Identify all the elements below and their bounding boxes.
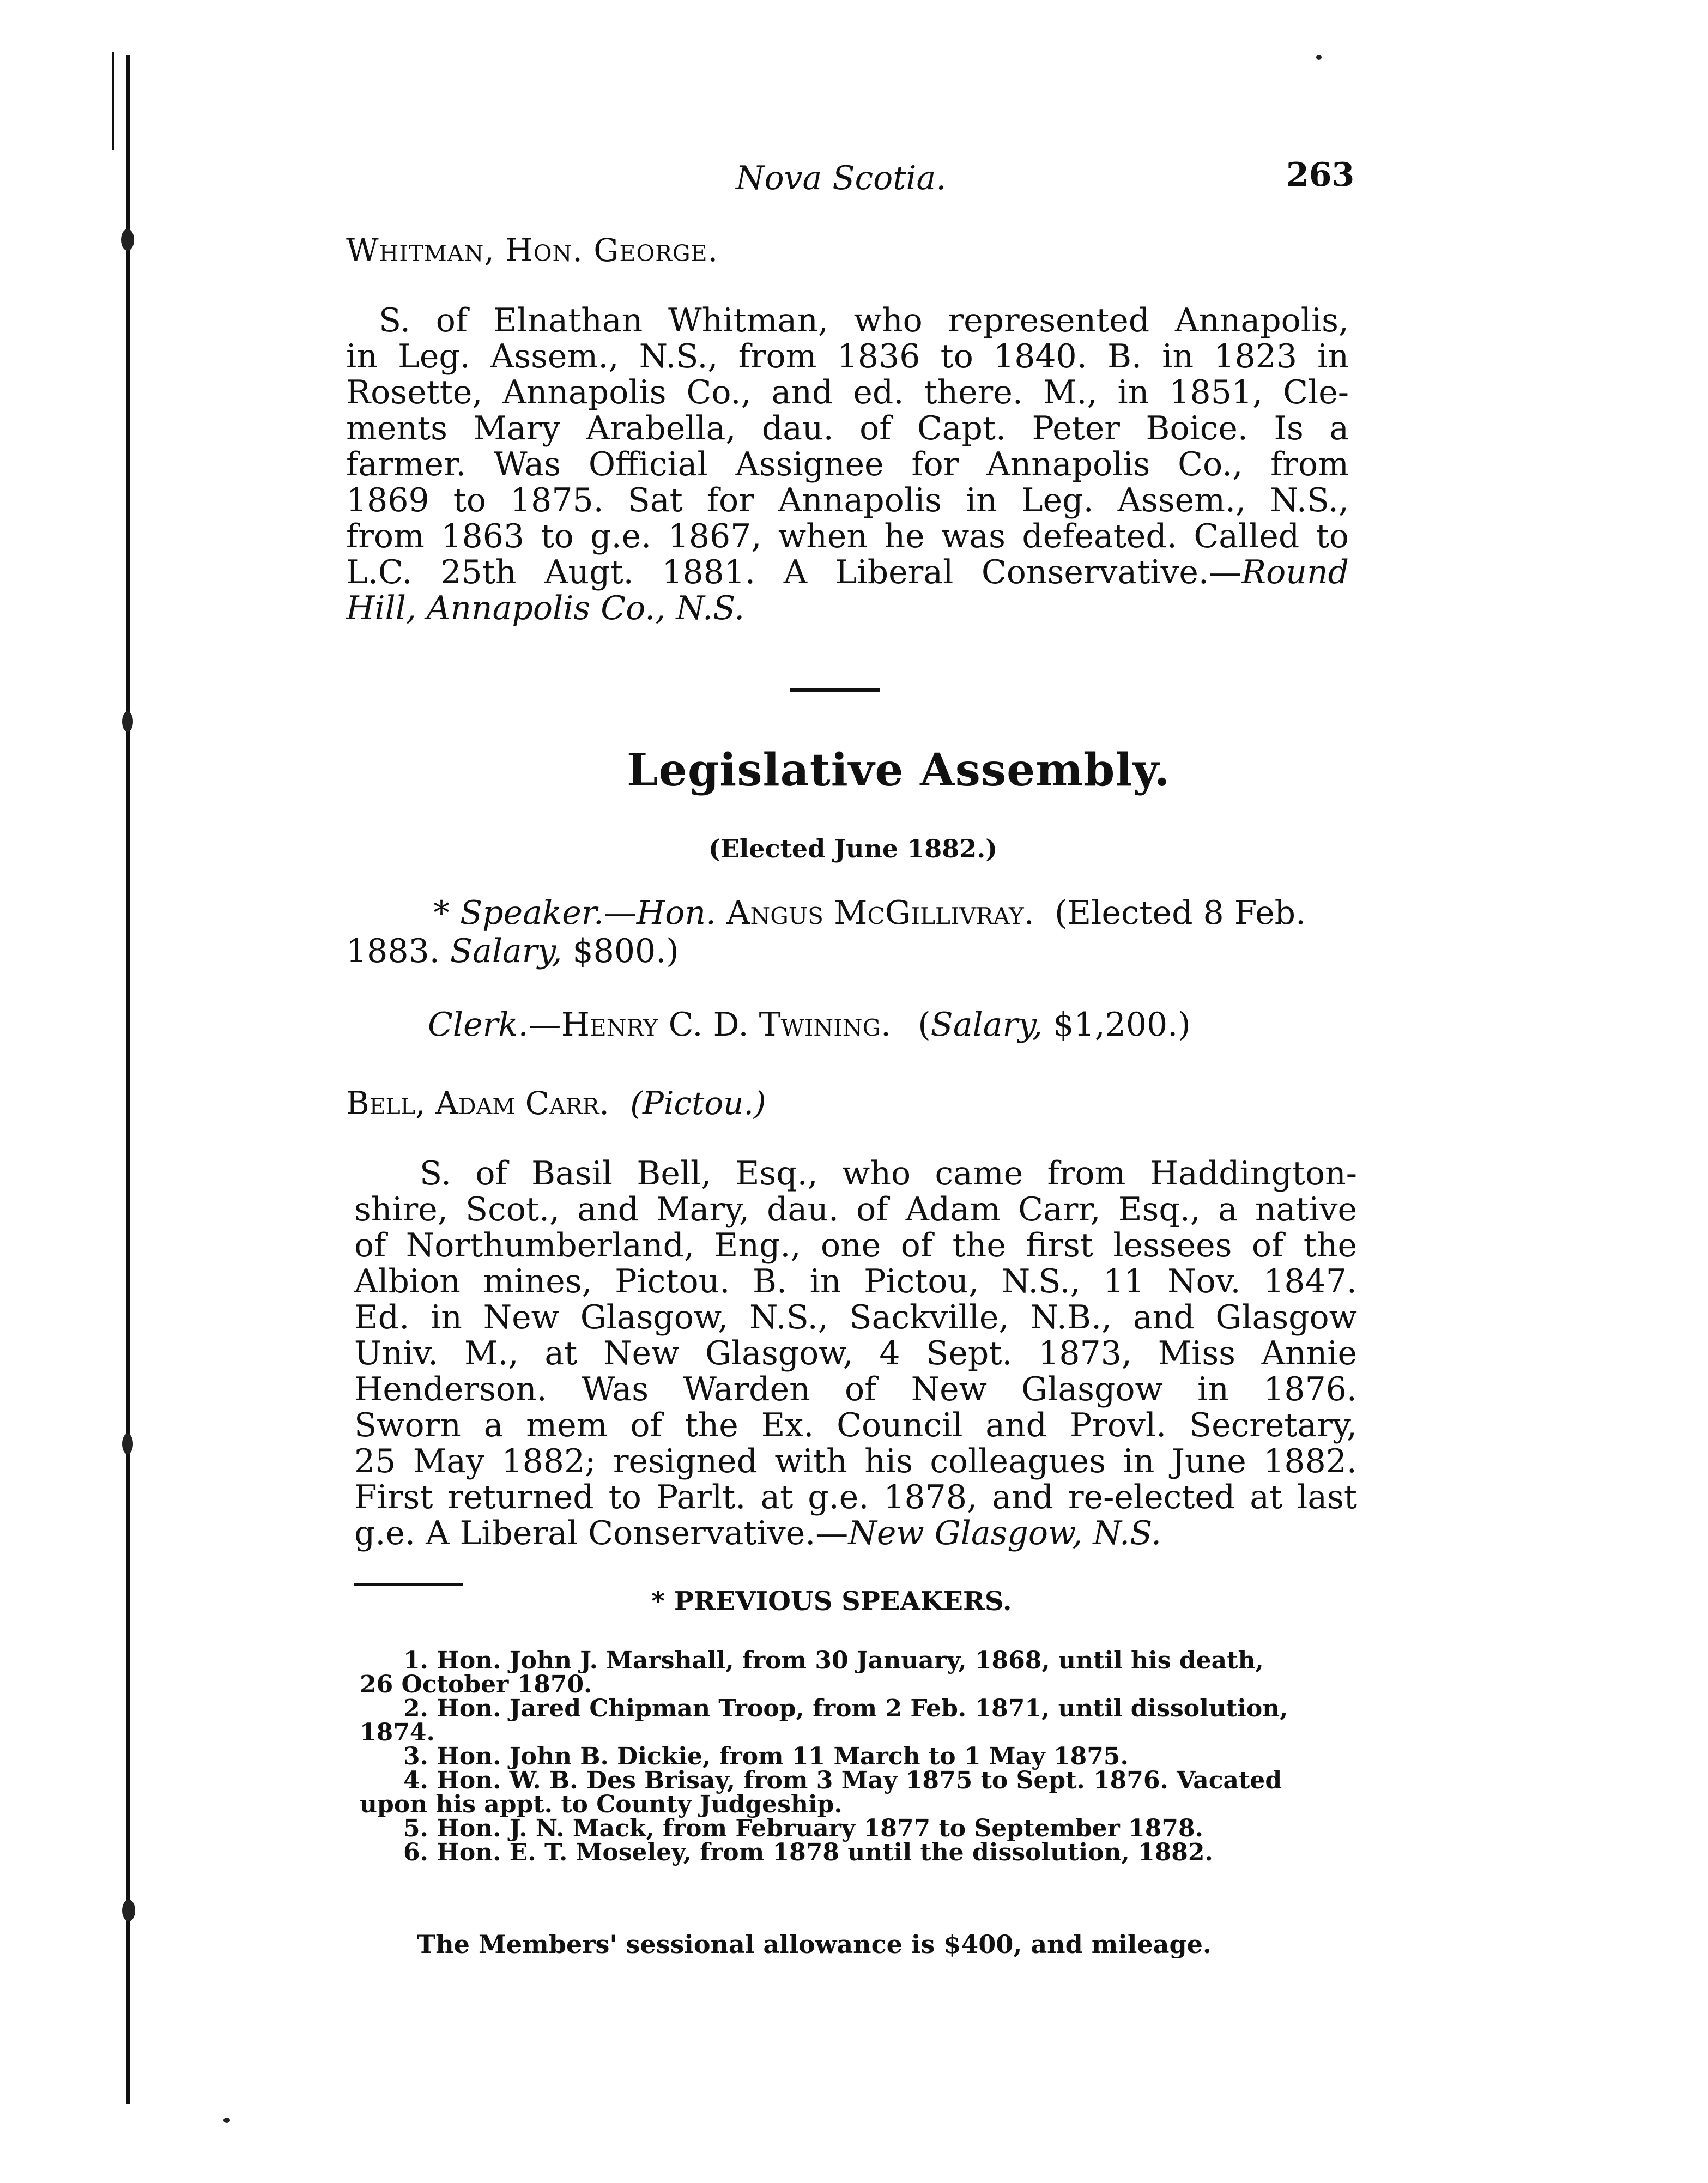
entry-name-bell-line: [346, 1085, 766, 1122]
clerk-salary-open: (: [918, 1006, 931, 1044]
binding-mark: [122, 711, 133, 732]
binding-edge-line: [126, 55, 130, 2104]
bio-line: 1869 to 1875. Sat for Annapolis in Leg. Assem., N.S.,: [346, 481, 1349, 519]
bio-line: 25 May 1882; resigned with his colleagues in June 1882.: [354, 1442, 1357, 1480]
list-item: 3. Hon. John B. Dickie, from 11 March to 1 May 1875.: [403, 1743, 1129, 1770]
list-item: 2. Hon. Jared Chipman Troop, from 2 Feb. 1871, until dissolution,: [403, 1695, 1288, 1722]
bio-line: Sworn a mem of the Ex. Council and Provl. Secretary,: [354, 1406, 1357, 1444]
previous-speakers-list: [360, 1649, 1357, 1865]
clerk-salary: $1,200.): [1053, 1006, 1191, 1044]
clerk-salary-label: Salary,: [930, 1006, 1043, 1044]
bio-line: Albion mines, Pictou. B. in Pictou, N.S., 11 Nov. 1847.: [354, 1262, 1357, 1301]
binding-mark: [122, 1434, 133, 1454]
bio-line: ments Mary Arabella, dau. of Capt. Peter Boice. Is a: [346, 409, 1349, 448]
bio-line-text: g.e. A Liberal Conservative.—: [354, 1514, 849, 1552]
election-note: (Elected June 1882.): [708, 834, 998, 863]
entry-name-bell: Bell, Adam Carr.: [346, 1085, 609, 1122]
entry-name-whitman: Whitman, Hon. George.: [346, 232, 719, 269]
address: New Glasgow, N.S.: [848, 1514, 1162, 1552]
bio-line-with-address: [346, 554, 1349, 590]
binding-mark: [121, 229, 134, 251]
list-item: 5. Hon. J. N. Mack, from February 1877 to September 1878.: [403, 1815, 1203, 1842]
bio-line: S. of Basil Bell, Esq., who came from Haddington-: [420, 1154, 1357, 1193]
bio-line: First returned to Parlt. at g.e. 1878, and re-elected at last: [354, 1478, 1357, 1516]
binding-edge-line-2: [112, 52, 114, 150]
speck: [1316, 55, 1322, 60]
clerk-line: [428, 1006, 1191, 1044]
address-start: Round: [1241, 553, 1349, 591]
clerk-name: Henry C. D. Twining.: [561, 1006, 892, 1044]
bio-line: Henderson. Was Warden of New Glasgow in 1876.: [354, 1370, 1357, 1408]
bio-line-with-address: [354, 1515, 1357, 1551]
speaker-year: 1883.: [346, 932, 440, 970]
bio-line-text: L.C. 25th Augt. 1881. A Liberal Conservative.—: [346, 553, 1241, 591]
section-divider: [790, 688, 880, 692]
list-item: 6. Hon. E. T. Moseley, from 1878 until the dissolution, 1882.: [403, 1839, 1213, 1866]
page-number: 263: [1286, 156, 1355, 194]
bio-line: in Leg. Assem., N.S., from 1836 to 1840. B. in 1823 in: [346, 337, 1349, 376]
binding-mark: [122, 1900, 135, 1921]
constituency: (Pictou.): [630, 1085, 766, 1122]
previous-speakers-heading: * PREVIOUS SPEAKERS.: [651, 1586, 1012, 1617]
list-item: 1874.: [360, 1719, 435, 1746]
address-line: Hill, Annapolis Co., N.S.: [346, 589, 745, 627]
list-item: 4. Hon. W. B. Des Brisay, from 3 May 1875 to Sept. 1876. Vacated: [403, 1767, 1282, 1794]
footnote-rule: [354, 1583, 463, 1586]
footnote-marker: *: [433, 894, 461, 932]
bio-line: Rosette, Annapolis Co., and ed. there. M., in 1851, Cle-: [346, 373, 1349, 412]
bio-line: farmer. Was Official Assignee for Annapolis Co., from: [346, 445, 1349, 483]
bio-line: from 1863 to g.e. 1867, when he was defeated. Called to: [346, 517, 1349, 555]
speaker-label: Speaker.—Hon.: [460, 894, 717, 932]
allowance-note: The Members' sessional allowance is $400, and mileage.: [417, 1930, 1212, 1959]
speaker-salary-label: Salary,: [450, 932, 562, 970]
list-item: 26 October 1870.: [360, 1671, 592, 1698]
bio-line: Ed. in New Glasgow, N.S., Sackville, N.B., and Glasgow: [354, 1298, 1357, 1337]
bio-line: S. of Elnathan Whitman, who represented Annapolis,: [379, 301, 1349, 340]
section-heading: Legislative Assembly.: [627, 744, 1171, 796]
speaker-line-1: [346, 894, 1349, 932]
bio-line: of Northumberland, Eng., one of the first lessees of the: [354, 1226, 1357, 1265]
speaker-line-2: [346, 932, 1349, 970]
list-item: upon his appt. to County Judgeship.: [360, 1791, 843, 1818]
bio-line: Univ. M., at New Glasgow, 4 Sept. 1873, Miss Annie: [354, 1334, 1357, 1372]
speaker-name: Angus McGillivray.: [726, 894, 1034, 932]
whitman-biography: [346, 303, 1349, 626]
clerk-label: Clerk.—: [428, 1006, 561, 1044]
speaker-line: [346, 894, 1349, 970]
running-header-title: Nova Scotia.: [736, 159, 947, 197]
list-item: 1. Hon. John J. Marshall, from 30 January, 1868, until his death,: [403, 1647, 1264, 1674]
speck: [223, 2118, 230, 2123]
speaker-elected: (Elected 8 Feb.: [1054, 894, 1306, 932]
speaker-salary: $800.): [572, 932, 679, 970]
bio-line: shire, Scot., and Mary, dau. of Adam Carr, Esq., a native: [354, 1190, 1357, 1229]
bell-biography: [354, 1156, 1357, 1551]
